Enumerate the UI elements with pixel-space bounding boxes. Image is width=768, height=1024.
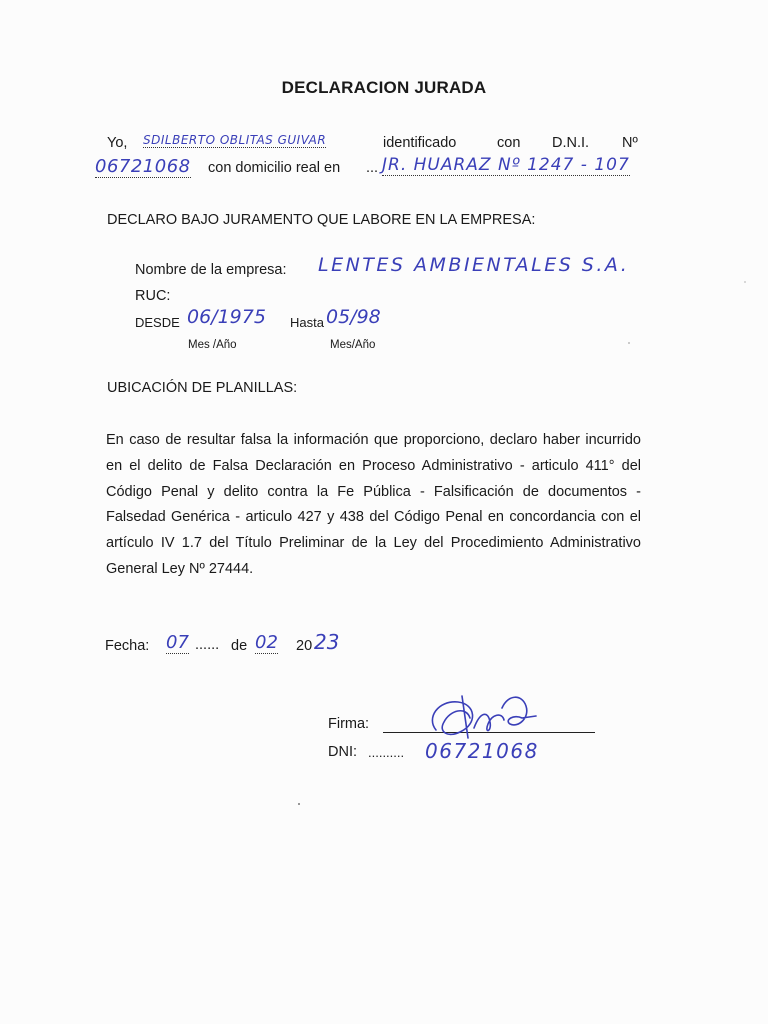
declaro-heading: DECLARO BAJO JURAMENTO QUE LABORE EN LA EMPRESA: [107, 212, 536, 228]
dni-footer-value-handwritten: 06721068 [425, 739, 539, 763]
ruc-label: RUC: [135, 288, 171, 304]
dni-footer-label: DNI: [328, 744, 357, 760]
con-label: con [497, 135, 521, 151]
address-leading-dots: ... [366, 160, 379, 176]
firma-label: Firma: [328, 716, 370, 732]
fecha-month-handwritten: 02 [255, 632, 278, 653]
dni-number-handwritten: 06721068 [95, 156, 191, 177]
fecha-day-handwritten: 07 [166, 632, 189, 653]
legal-paragraph: En caso de resultar falsa la información que proporciono, declaro haber incurrido en el delito de Falsa Declaración en Proceso Administrativo - articulo 411° del Código Penal y delito contra la Fe Pública - Falsificación de documentos - Falsedad Genérica - articulo 427 y 438 del Código Penal en concordancia con el artículo IV 1.7 del Título Preliminar de la Ley del Procedimiento Administrativo General Ley Nº 27444. [106, 432, 641, 577]
document-title: DECLARACION JURADA [281, 78, 487, 97]
dni-footer-dots: .......... [368, 745, 405, 760]
address-handwritten: JR. HUARAZ Nº 1247 - 107 [382, 155, 630, 175]
mes-anio-label-desde: Mes /Año [188, 339, 237, 351]
fecha-day-dots: ...... [195, 637, 220, 653]
fecha-de-label: de [231, 638, 248, 654]
dni-label: D.N.I. [552, 135, 590, 151]
empresa-label: Nombre de la empresa: [135, 262, 287, 278]
scan-speck [628, 342, 630, 344]
hasta-value-handwritten: 05/98 [326, 306, 381, 328]
numero-label: Nº [622, 135, 638, 151]
declarant-name-handwritten: SDILBERTO OBLITAS GUIVAR [143, 133, 327, 147]
fecha-year-prefix: 20 [296, 638, 313, 654]
fecha-year-suffix-handwritten: 23 [314, 630, 340, 654]
domicilio-label: con domicilio real en [208, 160, 341, 176]
scan-speck [298, 803, 300, 805]
ubicacion-heading: UBICACIÓN DE PLANILLAS: [107, 380, 298, 396]
mes-anio-label-hasta: Mes/Año [330, 339, 376, 351]
identificado-label: identificado [383, 135, 457, 151]
desde-value-handwritten: 06/1975 [187, 306, 266, 328]
empresa-name-handwritten: LENTES AMBIENTALES S.A. [318, 254, 630, 276]
yo-prefix: Yo, [107, 135, 128, 151]
scan-speck [744, 281, 746, 283]
desde-label: DESDE [135, 315, 180, 330]
hasta-label: Hasta [290, 315, 324, 330]
fecha-label: Fecha: [105, 638, 150, 654]
